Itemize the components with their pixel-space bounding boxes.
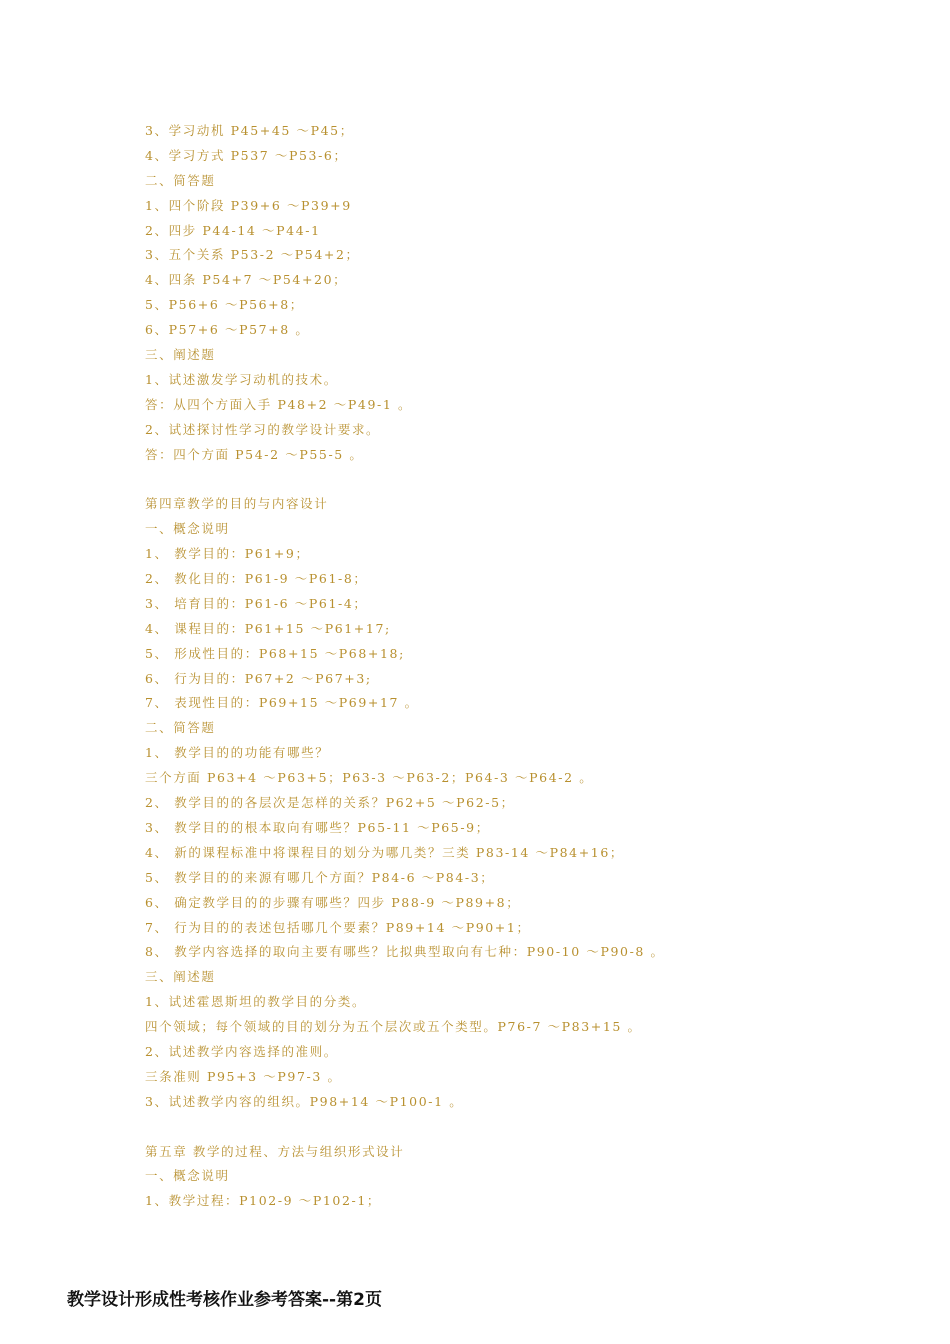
text-line: 1、试述激发学习动机的技术。	[145, 371, 338, 387]
text-line: 4、学习方式 P537 ～P53-6；	[145, 147, 348, 163]
text-line: 2、试述探讨性学习的教学设计要求。	[145, 421, 381, 437]
text-line: 1、 教学目的：P61+9；	[145, 546, 310, 562]
blank-line	[145, 467, 905, 492]
text-line: 3、五个关系 P53-2 ～P54+2；	[145, 247, 360, 263]
text-line: 一、概念说明	[145, 521, 230, 537]
text-line: 三条准则 P95+3 ～P97-3 。	[145, 1068, 342, 1084]
text-line: 4、 课程目的：P61+15 ～P61+17;	[145, 620, 391, 636]
text-line: 2、试述教学内容选择的准则。	[145, 1043, 338, 1059]
text-line: 答：从四个方面入手 P48+2 ～P49-1 。	[145, 396, 413, 412]
text-line: 2、 教学目的的各层次是怎样的关系？P62+5 ～P62-5；	[145, 795, 515, 811]
text-line: 6、P57+6 ～P57+8 。	[145, 322, 310, 338]
text-line: 5、 教学目的的来源有哪几个方面？P84-6 ～P84-3；	[145, 869, 495, 885]
text-line: 第四章教学的目的与内容设计	[145, 496, 329, 512]
text-line: 2、四步 P44-14 ～P44-1	[145, 222, 321, 238]
text-line: 二、简答题	[145, 172, 216, 188]
text-line: 3、试述教学内容的组织。P98+14 ～P100-1 。	[145, 1093, 464, 1109]
text-line: 7、 行为目的的表述包括哪几个要素？P89+14 ～P90+1；	[145, 919, 531, 935]
text-line: 4、四条 P54+7 ～P54+20；	[145, 272, 348, 288]
text-line: 7、 表现性目的：P69+15 ～P69+17 。	[145, 695, 419, 711]
text-line: 第五章 教学的过程、方法与组织形式设计	[145, 1143, 405, 1159]
text-line: 2、 教化目的：P61-9 ～P61-8；	[145, 571, 368, 587]
text-line: 6、 行为目的：P67+2 ～P67+3;	[145, 670, 372, 686]
text-line: 答：四个方面 P54-2 ～P55-5 。	[145, 446, 364, 462]
text-line: 一、概念说明	[145, 1168, 230, 1184]
text-line: 1、四个阶段 P39+6 ～P39+9	[145, 197, 352, 213]
text-line: 三个方面 P63+4 ～P63+5；P63-3 ～P63-2；P64-3 ～P64-2 。	[145, 770, 594, 786]
text-line: 四个领域；每个领域的目的划分为五个层次或五个类型。P76-7 ～P83+15 。	[145, 1019, 642, 1035]
text-line: 8、 教学内容选择的取向主要有哪些？比拟典型取向有七种：P90-10 ～P90-8 。	[145, 944, 665, 960]
text-line: 三、阐述题	[145, 969, 216, 985]
page-footer: 教学设计形成性考核作业参考答案--第2页	[67, 1290, 382, 1310]
text-line: 5、 形成性目的：P68+15 ～P68+18;	[145, 645, 405, 661]
text-line: 1、教学过程：P102-9 ～P102-1；	[145, 1193, 382, 1209]
text-line: 5、P56+6 ～P56+8；	[145, 297, 304, 313]
text-line: 3、 教学目的的根本取向有哪些？P65-11 ～P65-9；	[145, 819, 490, 835]
text-line: 3、学习动机 P45+45 ～P45；	[145, 123, 354, 138]
text-line: 3、 培育目的：P61-6 ～P61-4；	[145, 595, 368, 611]
text-line: 1、试述霍恩斯坦的教学目的分类。	[145, 994, 367, 1010]
page-content	[145, 119, 905, 1214]
text-line: 6、 确定教学目的的步骤有哪些？四步 P88-9 ～P89+8；	[145, 894, 521, 910]
text-line: 4、 新的课程标准中将课程目的划分为哪几类？三类 P83-14 ～P84+16；	[145, 844, 625, 860]
text-line: 1、 教学目的的功能有哪些？	[145, 745, 330, 761]
blank-line	[145, 1115, 905, 1140]
text-line: 三、阐述题	[145, 347, 216, 363]
text-line: 二、简答题	[145, 720, 216, 736]
